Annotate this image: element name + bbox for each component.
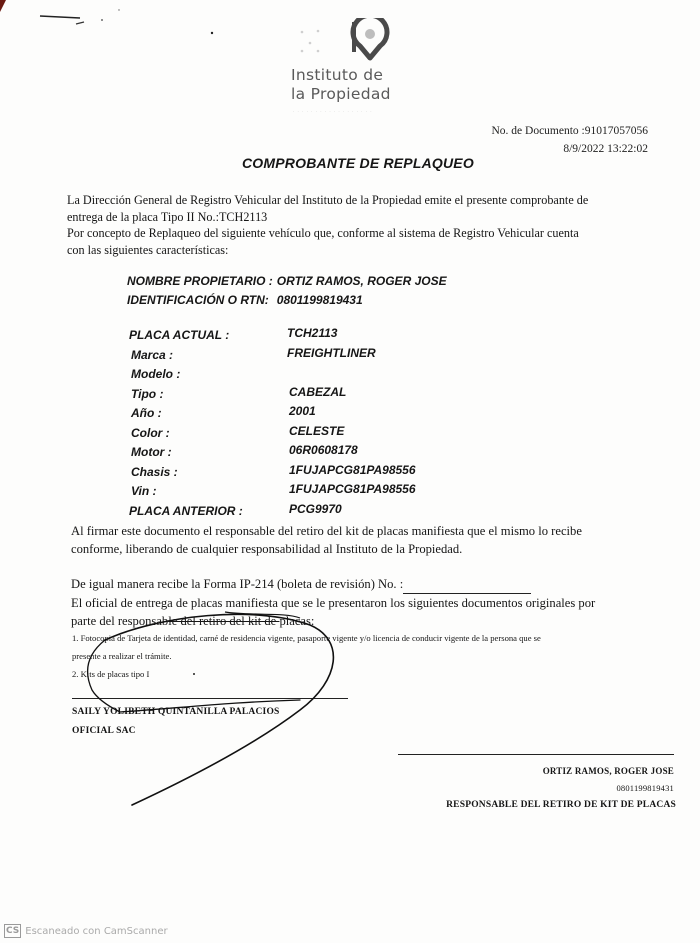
officer-signature-line (72, 698, 348, 699)
document-item-1: 1. Fotocopia de Tarjeta de identidad, carné de residencia vigente, pasaporte vigente y/o licencia de conducir vigente de la persona que se (72, 633, 541, 643)
vehicle-field-label: Chasis : (131, 464, 178, 479)
vehicle-field-value: TCH2113 (287, 326, 338, 340)
vehicle-field-value: CABEZAL (289, 384, 347, 399)
vehicle-details (129, 326, 416, 521)
vehicle-field-label: Marca : (131, 347, 174, 362)
document-datetime: 8/9/2022 13:22:02 (563, 143, 648, 155)
intro-paragraph (67, 192, 667, 258)
logo-mark-icon (288, 18, 408, 66)
logo-subtitle: · · · · · · · · · · · · · · · · · · (293, 109, 373, 114)
vehicle-field-value: FREIGHTLINER (287, 345, 376, 360)
form-line-2: El oficial de entrega de placas manifiesta que se le presentaron los siguientes documentos originales por (71, 596, 596, 610)
logo-line-2: la Propiedad (291, 85, 391, 103)
recipient-id: 0801199819431 (616, 783, 674, 793)
logo-line-1: Instituto de (291, 66, 384, 84)
vehicle-field-label: Año : (131, 406, 162, 420)
declaration-paragraph (71, 522, 671, 558)
form-number-blank (403, 575, 531, 594)
owner-id-label: IDENTIFICACIÓN O RTN: (127, 293, 269, 307)
form-line-3 (71, 612, 681, 630)
vehicle-field-label: Color : (131, 425, 170, 440)
document-number-label: No. de Documento : (491, 125, 585, 137)
vehicle-field-row (131, 482, 416, 502)
document-title: COMPROBANTE DE REPLAQUEO (242, 155, 474, 171)
documents-list (72, 629, 692, 683)
vehicle-field-row (131, 345, 376, 366)
vehicle-field-row (131, 404, 316, 424)
vehicle-field-label: PLACA ANTERIOR : (129, 503, 243, 518)
vehicle-field-label: Tipo : (131, 386, 164, 401)
intro-line-2: entrega de la placa Tipo II No.:TCH2113 (67, 209, 268, 224)
form-line-1-text: De igual manera recibe la Forma IP-214 (boleta de revisión) No. : (71, 577, 404, 591)
form-paragraph (71, 575, 681, 630)
vehicle-field-row (129, 326, 338, 346)
form-line-3-c: placas: (279, 614, 315, 628)
form-line-1 (71, 575, 681, 594)
recipient-role: RESPONSABLE DEL RETIRO DE KIT DE PLACAS (446, 800, 676, 810)
owner-name-label: NOMBRE PROPIETARIO : (127, 274, 273, 288)
camscanner-logo-icon: CS (6, 926, 20, 936)
vehicle-field-value: 06R0608178 (289, 443, 358, 457)
form-line-3-struck: le del retiro del kit de (168, 614, 280, 628)
vehicle-field-value: CELESTE (289, 423, 345, 438)
recipient-signature-line (398, 754, 674, 755)
vehicle-field-label: Vin : (131, 484, 157, 498)
vehicle-field-row (129, 501, 342, 522)
declaration-line-1: Al firmar este documento el responsable del retiro del kit de placas manifiesta que el mismo lo recibe (71, 524, 582, 538)
officer-role: OFICIAL SAC (72, 726, 136, 736)
vehicle-field-label: PLACA ACTUAL : (129, 328, 230, 342)
document-number: 91017057056 (584, 125, 648, 137)
scan-marks (0, 0, 260, 40)
vehicle-field-row (131, 423, 345, 444)
vehicle-field-label: Modelo : (131, 367, 181, 381)
intro-line-3: Por concepto de Replaqueo del siguiente vehículo que, conforme al sistema de Registro Vehicular cuenta (67, 226, 579, 240)
institution-logo (288, 18, 438, 118)
vehicle-field-value: 1FUJAPCG81PA98556 (289, 482, 416, 496)
vehicle-field-row (131, 462, 416, 483)
camscanner-text: Escaneado con CamScanner (25, 925, 168, 937)
document-number-line (491, 125, 648, 137)
document-item-1-cont: presente a realizar el trámite. (72, 651, 172, 661)
form-line-3-a: parte del responsab (71, 614, 169, 628)
owner-section (127, 272, 447, 310)
vehicle-field-row (131, 365, 243, 385)
vehicle-field-label: Motor : (131, 445, 172, 459)
vehicle-field-row (131, 384, 347, 405)
officer-name: SAILY YOLIBETH QUINTANILLA PALACIOS (72, 707, 280, 717)
declaration-line-2: conforme, liberando de cualquier responsabilidad al Instituto de la Propiedad. (71, 542, 463, 556)
vehicle-field-value: 2001 (289, 404, 316, 418)
camscanner-footer (4, 924, 168, 938)
vehicle-field-row (131, 443, 358, 463)
intro-line-1: La Dirección General de Registro Vehicular del Instituto de la Propiedad emite el presente comprobante de (67, 193, 589, 207)
vehicle-field-value: 1FUJAPCG81PA98556 (289, 462, 416, 477)
vehicle-field-value: PCG9970 (289, 501, 342, 516)
owner-name-value: ORTIZ RAMOS, ROGER JOSE (276, 274, 447, 288)
owner-id-value: 0801199819431 (276, 293, 363, 307)
document-item-2: 2. Kits de placas tipo I (72, 669, 150, 679)
intro-line-4: con las siguientes características: (67, 242, 229, 257)
recipient-name: ORTIZ RAMOS, ROGER JOSE (542, 766, 674, 776)
